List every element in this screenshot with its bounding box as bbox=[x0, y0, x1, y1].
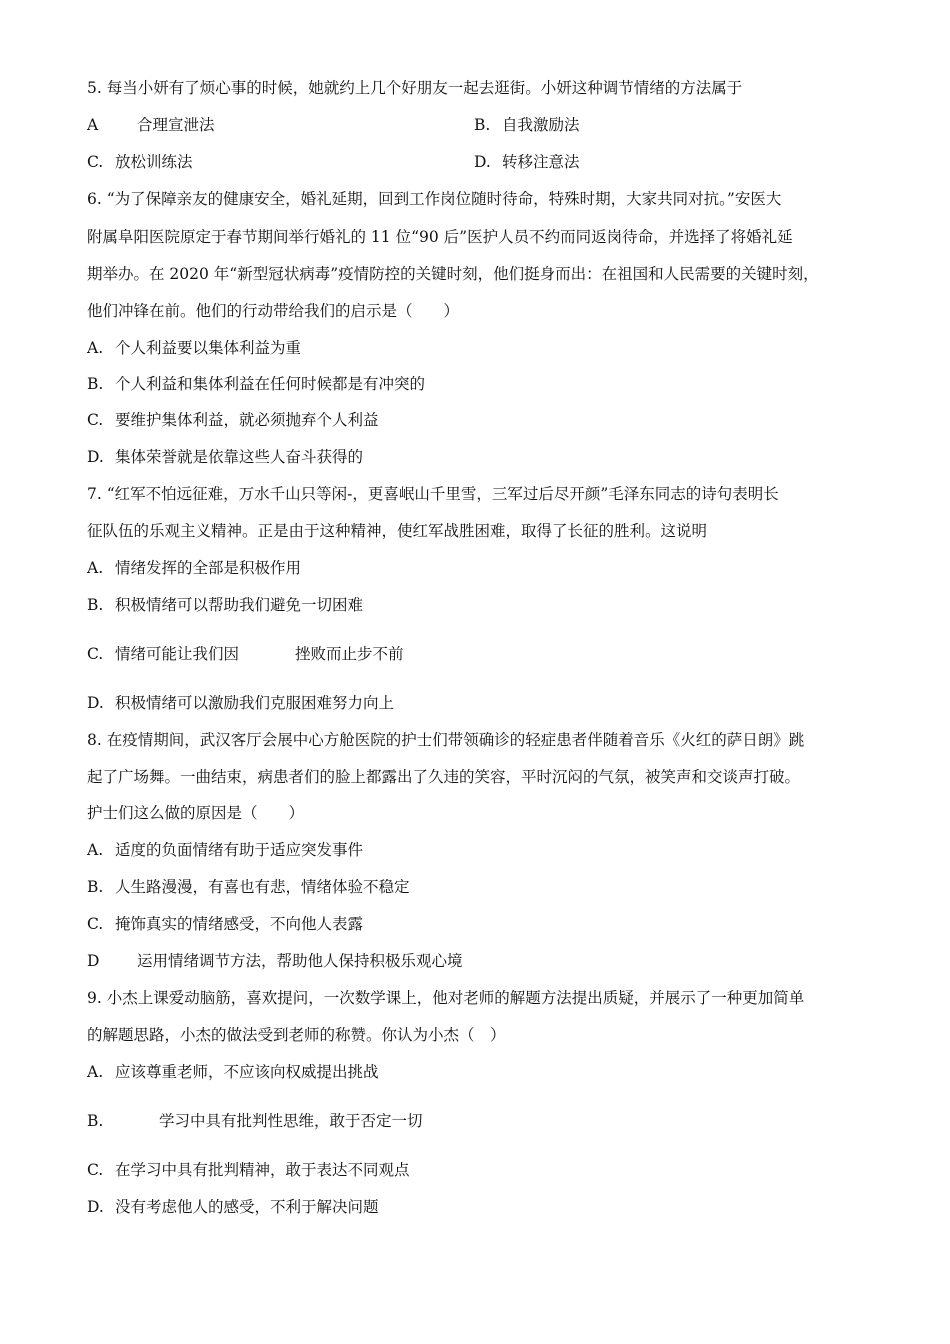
q6-option-b bbox=[87, 374, 425, 394]
q6-stem-line-4: 他们冲锋在前。他们的行动带给我们的启示是（ ） bbox=[87, 302, 460, 320]
q7-option-c bbox=[87, 644, 404, 664]
option-text: 应该尊重老师，不应该向权威提出挑战 bbox=[115, 1063, 379, 1081]
q7-stem-line-2: 征队伍的乐观主义精神。正是由于这种精神，使红军战胜困难，取得了长征的胜利。这说明 bbox=[87, 522, 708, 540]
q9-stem-line-2: 的解题思路，小杰的做法受到老师的称赞。你认为小杰（ ） bbox=[87, 1026, 506, 1044]
option-text: 集体荣誉就是依靠这些人奋斗获得的 bbox=[115, 448, 364, 466]
q6-option-c bbox=[87, 410, 379, 430]
option-text: 在学习中具有批判精神，敢于表达不同观点 bbox=[115, 1161, 410, 1179]
q8-option-c bbox=[87, 914, 363, 934]
q5-stem-line-1: 5. 每当小妍有了烦心事的时候，她就约上几个好朋友一起去逛街。小妍这种调节情绪的方法属于 bbox=[87, 79, 743, 97]
option-text: 放松训练法 bbox=[115, 153, 193, 171]
option-label: C. bbox=[87, 1161, 104, 1179]
option-label: D. bbox=[474, 153, 491, 171]
option-label: D. bbox=[87, 1198, 104, 1216]
q8-option-a bbox=[87, 840, 363, 860]
option-label: A. bbox=[87, 339, 104, 357]
option-label: D. bbox=[87, 694, 104, 712]
q9-stem-line-1: 9. 小杰上课爱动脑筋，喜欢提问，一次数学课上，他对老师的解题方法提出质疑，并展示了一种更加简单 bbox=[87, 989, 805, 1007]
option-text: 转移注意法 bbox=[502, 153, 580, 171]
option-label: A. bbox=[87, 559, 104, 577]
option-text: 情绪可能让我们因 bbox=[115, 645, 240, 663]
option-text: 自我激励法 bbox=[502, 116, 580, 134]
option-label: B. bbox=[474, 116, 491, 134]
q7-stem-line-1: 7. “红军不怕远征难，万水千山只等闲-，更喜岷山千里雪，三军过后尽开颜”毛泽东同志的诗句表明长 bbox=[87, 485, 779, 503]
q5-option-d bbox=[474, 152, 580, 172]
q8-stem-line-2: 起了广场舞。一曲结束，病患者们的脸上都露出了久违的笑容，平时沉闷的气氛，被笑声和交谈声打破。 bbox=[87, 768, 801, 786]
q9-option-b bbox=[87, 1111, 423, 1131]
option-text: 运用情绪调节方法，帮助他人保持积极乐观心境 bbox=[137, 952, 463, 970]
option-label: B. bbox=[87, 1112, 104, 1130]
option-text: 合理宣泄法 bbox=[137, 116, 215, 134]
q6-stem-line-1: 6. “为了保障亲友的健康安全，婚礼延期，回到工作岗位随时待命，特殊时期，大家共同对抗。”安医大 bbox=[87, 190, 782, 208]
q5-option-c bbox=[87, 152, 193, 172]
q8-stem-line-3: 护士们这么做的原因是（ ） bbox=[87, 804, 305, 822]
option-label: A bbox=[87, 116, 99, 134]
q6-option-d bbox=[87, 447, 363, 467]
q9-option-d bbox=[87, 1197, 379, 1217]
option-label: C. bbox=[87, 411, 104, 429]
option-text: 个人利益要以集体利益为重 bbox=[115, 339, 302, 357]
q6-stem-line-2: 附属阜阳医院原定于春节期间举行婚礼的 11 位“90 后”医护人员不约而同返岗待命，并选择了将婚礼延 bbox=[87, 228, 793, 246]
option-label: B. bbox=[87, 878, 104, 896]
option-label: A. bbox=[87, 1063, 104, 1081]
option-label: D bbox=[87, 952, 100, 970]
q6-option-a bbox=[87, 338, 301, 358]
option-label: B. bbox=[87, 596, 104, 614]
q8-option-b bbox=[87, 877, 410, 897]
option-text: 学习中具有批判性思维，敢于否定一切 bbox=[159, 1112, 423, 1130]
option-label: B. bbox=[87, 375, 104, 393]
option-label: D. bbox=[87, 448, 104, 466]
option-label: A. bbox=[87, 841, 104, 859]
q9-option-c bbox=[87, 1160, 410, 1180]
option-label: C. bbox=[87, 153, 104, 171]
option-text: 积极情绪可以帮助我们避免一切困难 bbox=[115, 596, 364, 614]
option-text: 掩饰真实的情绪感受，不向他人表露 bbox=[115, 915, 364, 933]
q6-stem-line-3: 期举办。在 2020 年“新型冠状病毒”疫情防控的关键时刻，他们挺身而出：在祖国和人民需要的关键时刻， bbox=[87, 265, 819, 283]
option-text: 人生路漫漫，有喜也有悲，情绪体验不稳定 bbox=[115, 878, 410, 896]
q7-option-d bbox=[87, 693, 394, 713]
q9-option-a bbox=[87, 1062, 379, 1082]
option-text-continued: 挫败而止步不前 bbox=[295, 645, 404, 663]
option-text: 情绪发挥的全部是积极作用 bbox=[115, 559, 302, 577]
option-text: 适度的负面情绪有助于适应突发事件 bbox=[115, 841, 364, 859]
q8-stem-line-1: 8. 在疫情期间，武汉客厅会展中心方舱医院的护士们带领确诊的轻症患者伴随着音乐《火红的萨日朗》跳 bbox=[87, 731, 805, 749]
q8-option-d bbox=[87, 951, 463, 971]
option-text: 积极情绪可以激励我们克服困难努力向上 bbox=[115, 694, 395, 712]
option-label: C. bbox=[87, 915, 104, 933]
q5-option-a bbox=[87, 115, 215, 135]
q7-option-b bbox=[87, 595, 363, 615]
option-text: 要维护集体利益，就必须抛弃个人利益 bbox=[115, 411, 379, 429]
option-text: 个人利益和集体利益在任何时候都是有冲突的 bbox=[115, 375, 426, 393]
q7-option-a bbox=[87, 558, 301, 578]
option-label: C. bbox=[87, 645, 104, 663]
option-text: 没有考虑他人的感受，不利于解决问题 bbox=[115, 1198, 379, 1216]
q5-option-b bbox=[474, 115, 580, 135]
